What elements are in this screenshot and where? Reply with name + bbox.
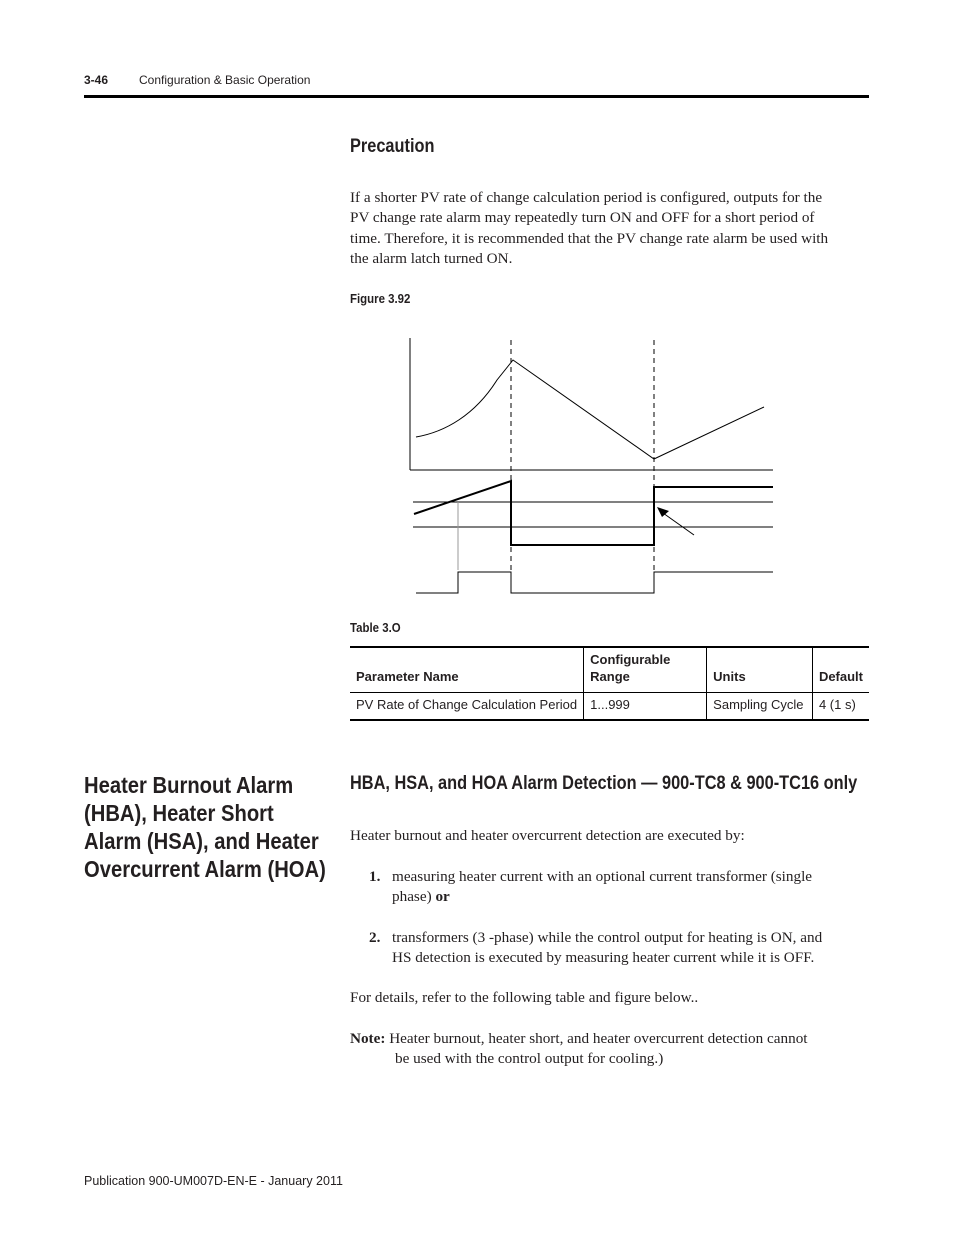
cell-default: 4 (1 s) <box>812 693 869 721</box>
hba-intro: Heater burnout and heater overcurrent detection are executed by: <box>350 827 745 844</box>
cell-units: Sampling Cycle <box>707 693 813 721</box>
precaution-line: PV change rate alarm may repeatedly turn ON and OFF for a short period of <box>350 209 815 227</box>
alarm-output-trace <box>416 572 773 593</box>
table-caption: Table 3.O <box>350 620 401 635</box>
list-item-line: transformers (3 -phase) while the control output for heating is ON, and <box>392 929 823 946</box>
pointer-arrow-shaft <box>663 513 694 535</box>
precaution-line: the alarm latch turned ON. <box>350 249 513 267</box>
list-item-line <box>392 887 812 907</box>
table-row <box>350 693 869 721</box>
parameter-table <box>350 646 869 721</box>
precaution-line: time. Therefore, it is recommended that the PV change rate alarm be used with <box>350 229 829 247</box>
col-configurable-range: Configurable Range <box>584 647 707 693</box>
list-item-emphasis: or <box>435 888 450 906</box>
note-line: be used with the control output for cooling.) <box>395 1050 664 1068</box>
note-line <box>350 1029 808 1049</box>
note <box>350 1029 808 1070</box>
rate-of-change-trace <box>414 481 773 545</box>
note-label: Note: <box>350 1030 386 1047</box>
side-heading: Heater Burnout Alarm (HBA), Heater Short Alarm (HSA), and Heater Overcurrent Alarm (HOA) <box>84 772 326 882</box>
precaution-line: If a shorter PV rate of change calculation period is configured, outputs for the <box>350 189 823 206</box>
list-item <box>392 867 812 908</box>
list-item-line: measuring heater current with an optional current transformer (single <box>392 868 813 885</box>
alarm-timing-diagram <box>350 330 790 602</box>
precaution-heading: Precaution <box>350 136 435 157</box>
list-item-text: phase) <box>392 888 436 906</box>
list-item <box>392 928 822 969</box>
page-number: 3-46 <box>84 73 109 87</box>
list-number: 1. <box>369 868 381 885</box>
pv-curve <box>416 360 764 459</box>
table-header-row <box>350 647 869 693</box>
list-item-line: HS detection is executed by measuring heater current while it is OFF. <box>392 949 815 967</box>
details-text: For details, refer to the following table and figure below.. <box>350 989 699 1006</box>
precaution-paragraph <box>350 188 828 269</box>
list-number: 2. <box>369 929 381 946</box>
publication-footer: Publication 900-UM007D-EN-E - January 2011 <box>84 1174 343 1188</box>
col-units: Units <box>707 647 813 693</box>
hba-heading: HBA, HSA, and HOA Alarm Detection — 900-TC8 & 900-TC16 only <box>350 773 858 794</box>
note-text: Heater burnout, heater short, and heater overcurrent detection cannot <box>385 1030 808 1047</box>
header-rule <box>84 95 869 98</box>
section-title: Configuration & Basic Operation <box>139 73 311 87</box>
figure-caption: Figure 3.92 <box>350 291 411 306</box>
cell-parameter-name: PV Rate of Change Calculation Period <box>350 693 584 721</box>
col-parameter-name: Parameter Name <box>350 647 584 693</box>
cell-range: 1...999 <box>584 693 707 721</box>
col-default: Default <box>812 647 869 693</box>
